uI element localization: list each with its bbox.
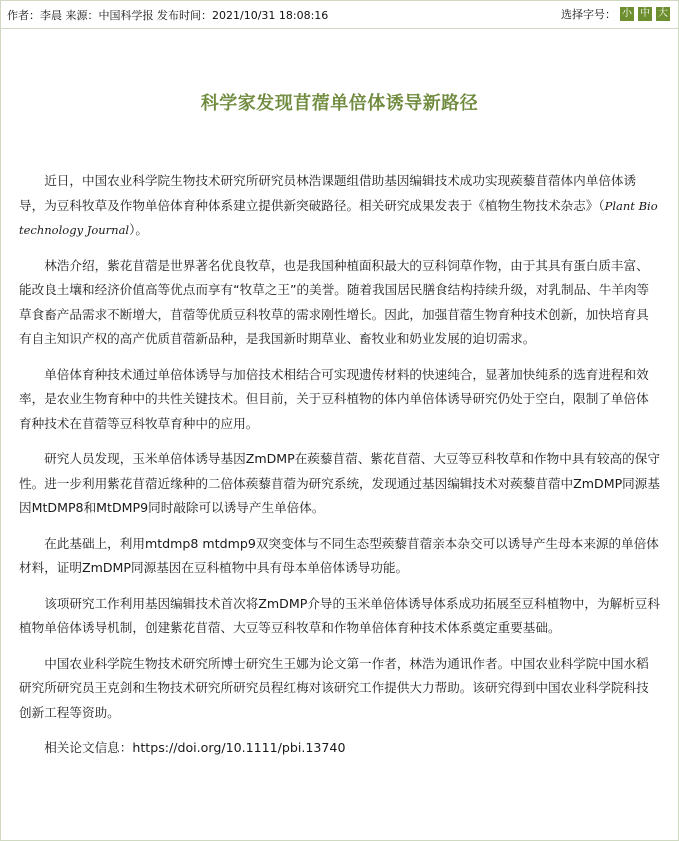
author: 李晨 xyxy=(40,9,62,22)
date-label: 发布时间： xyxy=(157,9,212,22)
font-size-label: 选择字号： xyxy=(561,8,616,21)
article-paragraph: 在此基础上，利用mtdmp8 mtdmp9双突变体与不同生态型蒺藜苜蓿亲本杂交可以诱导产生母本来源的单倍体材料，证明ZmDMP同源基因在豆科植物中具有母本单倍体诱导功能。 xyxy=(19,535,659,575)
article-paragraph: 该项研究工作利用基因编辑技术首次将ZmDMP介导的玉米单倍体诱导体系成功拓展至豆科植物中，为解析豆科植物单倍体诱导机制，创建紫花苜蓿、大豆等豆科牧草和作物单倍体育种技术体系奠定重要基础。 xyxy=(19,595,660,635)
font-size-small-button[interactable]: 小 xyxy=(622,8,632,19)
article-paragraph: 研究人员发现，玉米单倍体诱导基因ZmDMP在蒺藜苜蓿、紫花苜蓿、大豆等豆科牧草和作物中具有较高的保守性。进一步利用紫花苜蓿近缘种的二倍体蒺藜苜蓿为研究系统，发现通过基因编辑技术对蒺藜苜蓿中ZmDMP同源基因MtDMP8和MtDMP9同时敲除可以诱导产生单倍体。 xyxy=(19,451,660,515)
article-paragraph: 林浩介绍，紫花苜蓿是世界著名优良牧草，也是我国种植面积最大的豆科饲草作物，由于其具有蛋白质丰富、能改良土壤和经济价值高等优点而享有“牧草之王”的美誉。随着我国居民膳食结构持续升级，对乳制品、牛羊肉等草食畜产品需求不断增大，苜蓿等优质豆科牧草的需求刚性增长。因此，加强苜蓿生物育种技术创新，加快培育具有自主知识产权的高产优质苜蓿新品种，是我国新时期草业、畜牧业和奶业发展的迫切需求。 xyxy=(19,257,650,346)
reference-info: 相关论文信息：https://doi.org/10.1111/pbi.13740 xyxy=(44,740,346,755)
font-size-large-button[interactable]: 大 xyxy=(658,8,668,19)
article-paragraph: 单倍体育种技术通过单倍体诱导与加倍技术相结合可实现遗传材料的快速纯合，显著加快纯系的选育进程和效率，是农业生物育种中的共性关键技术。但目前，关于豆科植物的体内单倍体诱导研究仍处于空白，限制了单倍体育种技术在苜蓿等豆科牧草育种中的应用。 xyxy=(19,366,649,431)
source-label: 来源： xyxy=(65,9,99,22)
article-paragraph: 中国农业科学院生物技术研究所博士研究生王娜为论文第一作者，林浩为通讯作者。中国农业科学院中国水稻研究所研究员王克剑和生物技术研究所研究员程红梅对该研究工作提供大力帮助。该研究得到中国农业科学院科技创新工程等资助。 xyxy=(19,655,649,720)
font-size-medium-button[interactable]: 中 xyxy=(640,8,650,19)
paragraph-text: 近日，中国农业科学院生物技术研究所研究员林浩课题组借助基因编辑技术成功实现蒺藜苜蓿体内单倍体诱导，为豆科牧草及作物单倍体育种体系建立提供新突破路径。相关研究成果发表于《植物生物技术杂志》（ xyxy=(19,173,637,213)
author-label: 作者： xyxy=(7,9,40,22)
source: 中国科学报 xyxy=(98,9,154,22)
article-meta-bar xyxy=(1,1,678,29)
paragraph-text-end: ）。 xyxy=(129,222,148,237)
font-size-selector xyxy=(561,6,670,22)
article-title: 科学家发现苜蓿单倍体诱导新路径 xyxy=(200,93,479,114)
journal-name: Plant Biotechnology Journal xyxy=(19,198,658,237)
article-paragraph xyxy=(19,169,661,243)
article-body xyxy=(19,169,661,761)
publish-date: 2021/10/31 18:08:16 xyxy=(212,9,329,22)
article-meta xyxy=(7,7,328,23)
